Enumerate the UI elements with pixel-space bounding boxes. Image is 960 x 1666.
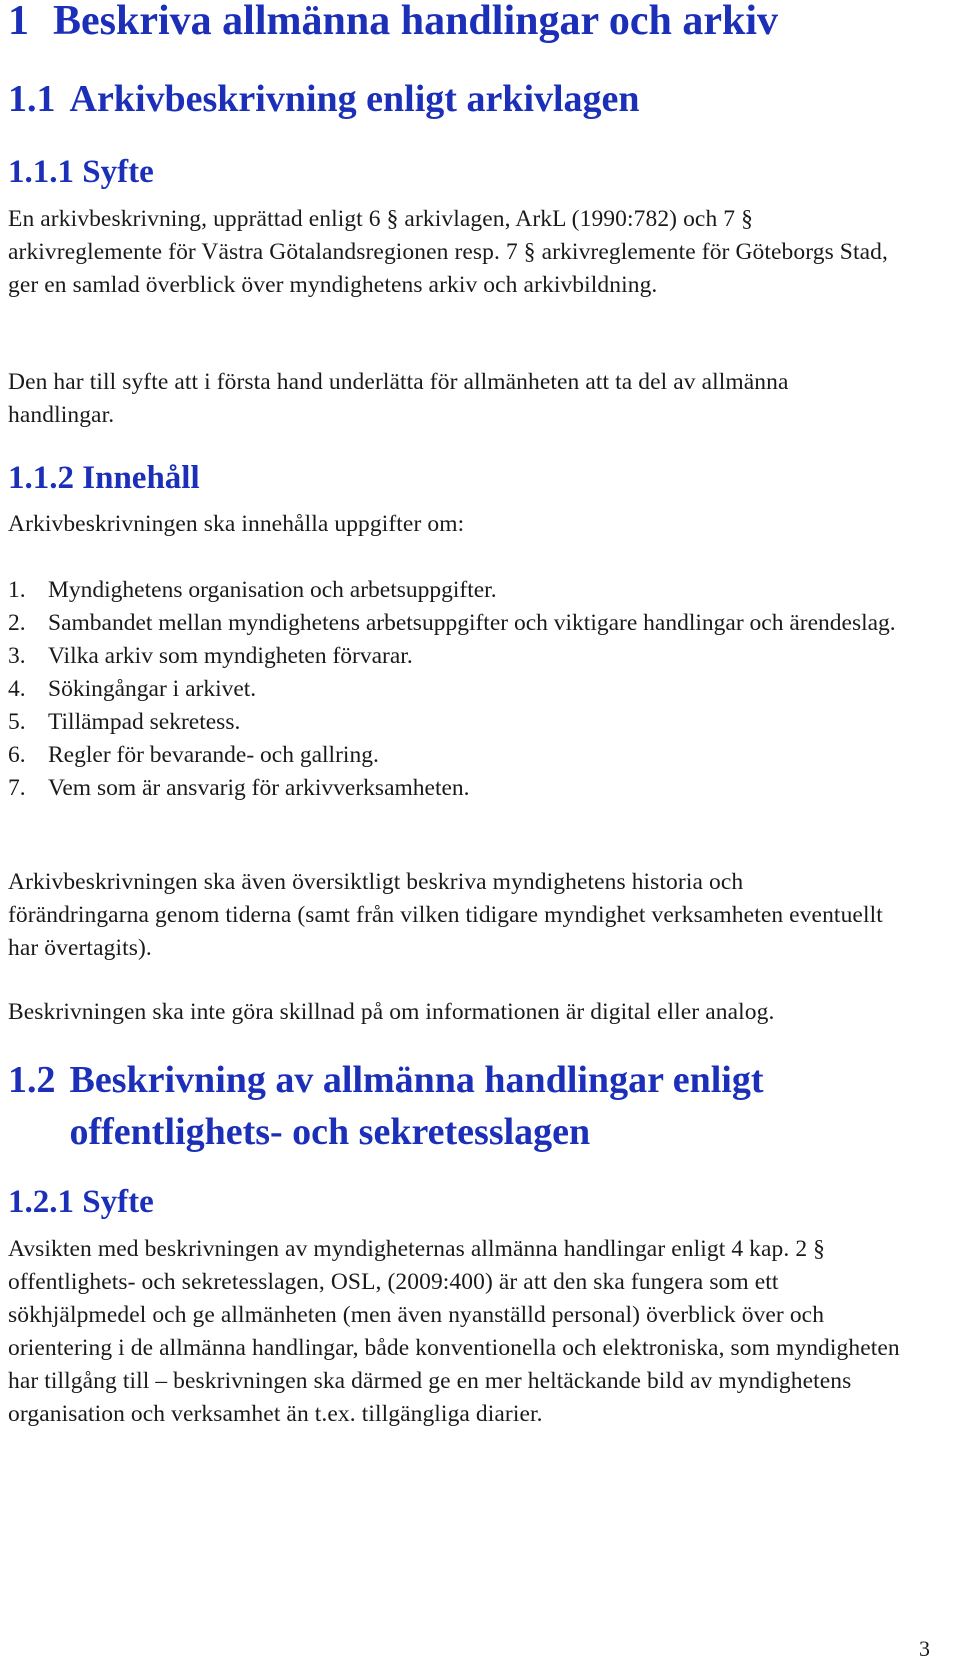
subsection-heading-1-2-1: 1.2.1 Syfte (8, 1184, 154, 1220)
section-title: Beskrivning av allmänna handlingar enligt offentlighets- och sekretesslagen (69, 1059, 764, 1153)
section-heading-1-1 (8, 73, 640, 125)
section-number: 1.1 (8, 78, 56, 120)
list-item: 1. Myndighetens organisation och arbetsuppgifter. (8, 577, 497, 603)
paragraph-osl-purpose: Avsikten med beskrivningen av myndigheternas allmänna handlingar enligt 4 kap. 2 § offentlighets- och sekretesslagen, OSL, (2009:400) är att den ska fungera som ett sökhjälpmedel och ge allmänheten (men även nyanställd personal) överblick över och orientering i de allmänna handlingar, både konventionella och elektroniska, som myndigheten har tillgång till – beskrivningen ska därmed ge en mer heltäckande bild av myndighetens organisation och verksamhet än t.ex. tillgängliga diarier. (8, 1236, 900, 1427)
section-number: 1.2 (8, 1059, 56, 1101)
subsection-heading-1-1-2: 1.1.2 Innehåll (8, 460, 200, 496)
list-item: 3. Vilka arkiv som myndigheten förvarar. (8, 643, 413, 669)
paragraph-digital-analog: Beskrivningen ska inte göra skillnad på om informationen är digital eller analog. (8, 999, 775, 1025)
list-item: 4. Sökingångar i arkivet. (8, 676, 257, 702)
paragraph-content-intro: Arkivbeskrivningen ska innehålla uppgifter om: (8, 511, 465, 537)
section-title: Arkivbeskrivning enligt arkivlagen (69, 78, 640, 120)
chapter-heading (8, 0, 778, 45)
chapter-title: Beskriva allmänna handlingar och arkiv (53, 0, 779, 44)
paragraph-history: Arkivbeskrivningen ska även översiktligt beskriva myndighetens historia och förändringarna genom tiderna (samt från vilken tidigare myndighet verksamheten eventuellt har övertagits). (8, 869, 883, 961)
paragraph-purpose-2: Den har till syfte att i första hand underlätta för allmänheten att ta del av allmänna handlingar. (8, 369, 789, 428)
content-list (8, 574, 908, 805)
list-item: 7. Vem som är ansvarig för arkivverksamheten. (8, 775, 470, 801)
subsection-heading-1-1-1: 1.1.1 Syfte (8, 154, 154, 190)
section-heading-1-2 (8, 1054, 928, 1158)
page-number: 3 (919, 1636, 930, 1661)
list-item: 2. Sambandet mellan myndighetens arbetsuppgifter och viktigare handlingar och ärendeslag. (8, 610, 896, 636)
list-item: 5. Tillämpad sekretess. (8, 709, 241, 735)
chapter-number: 1 (8, 0, 29, 44)
list-item: 6. Regler för bevarande- och gallring. (8, 742, 379, 768)
paragraph-purpose: En arkivbeskrivning, upprättad enligt 6 § arkivlagen, ArkL (1990:782) och 7 § arkivreglemente för Västra Götalandsregionen resp. 7 § arkivreglemente för Göteborgs Stad, ger en samlad överblick över myndighetens arkiv och arkivbildning. (8, 206, 888, 298)
